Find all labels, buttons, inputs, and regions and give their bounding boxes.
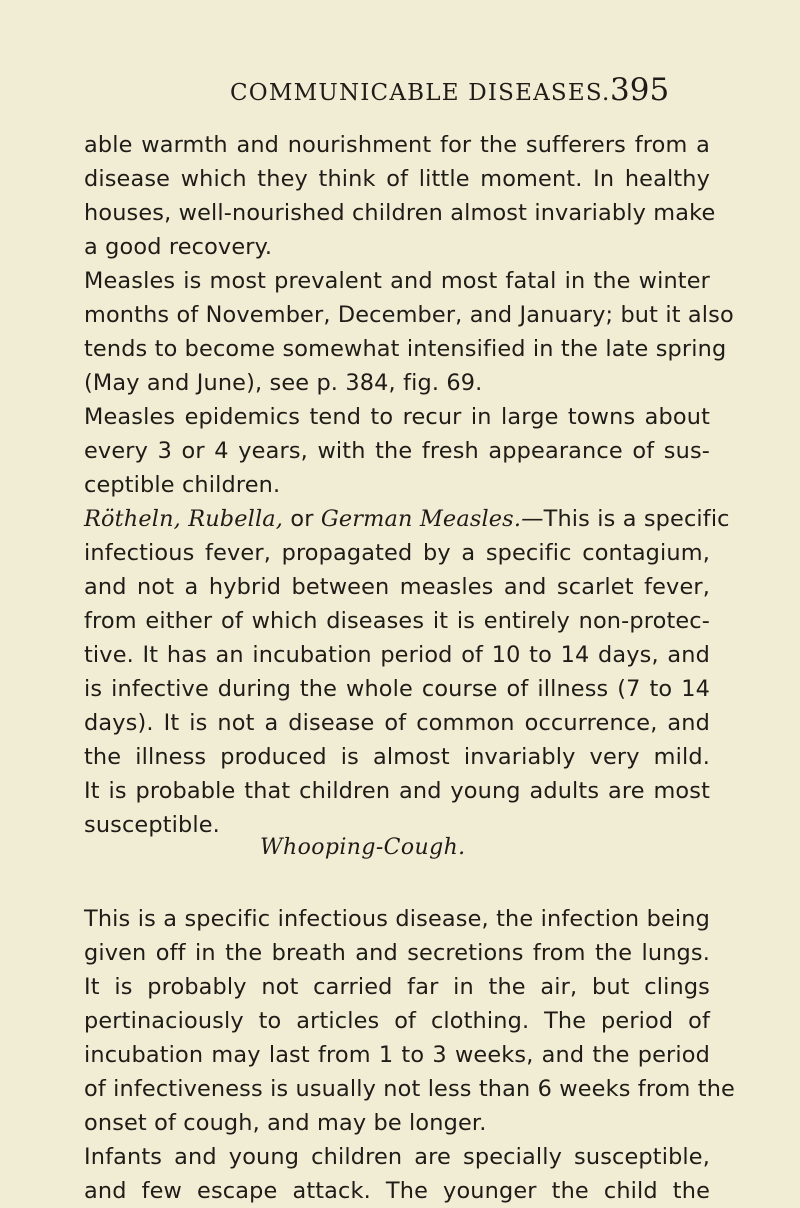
text-line: infectious fever, propagated by a specific contagium, bbox=[84, 540, 710, 566]
text-line: able warmth and nourishment for the sufferers from a bbox=[84, 132, 710, 158]
term-rotheln: Rötheln, bbox=[84, 506, 181, 532]
text-line: of infectiveness is usually not less than 6 weeks from the bbox=[84, 1076, 735, 1102]
first-line-rest: —This is a specific bbox=[521, 506, 730, 532]
text-line: susceptible. bbox=[84, 812, 220, 838]
text-line: ceptible children. bbox=[84, 472, 281, 498]
text-line: tends to become somewhat intensified in the late spring bbox=[84, 336, 727, 362]
chapter-title: COMMUNICABLE DISEASES. bbox=[230, 80, 611, 106]
text-line: Measles epidemics tend to recur in large towns about bbox=[84, 404, 710, 430]
text-line: This is a specific infectious disease, the infection being bbox=[84, 906, 710, 932]
text-line: days). It is not a disease of common occurrence, and bbox=[84, 710, 710, 736]
text-line: houses, well-nourished children almost invariably make bbox=[84, 200, 716, 226]
text-line: a good recovery. bbox=[84, 234, 273, 260]
page-number: 395 bbox=[610, 72, 670, 108]
connector-or: or bbox=[290, 506, 314, 532]
text-line: It is probably not carried far in the air, but clings bbox=[84, 974, 710, 1000]
text-line: is infective during the whole course of illness (7 to 14 bbox=[84, 676, 710, 702]
text-line: disease which they think of little moment. In healthy bbox=[84, 166, 710, 192]
text-line: months of November, December, and January; but it also bbox=[84, 302, 734, 328]
text-line: from either of which diseases it is entirely non-protec- bbox=[84, 608, 710, 634]
term-german-measles: German Measles. bbox=[320, 506, 522, 532]
section-heading-whooping-cough: Whooping-Cough. bbox=[260, 835, 466, 860]
text-line: Measles is most prevalent and most fatal in the winter bbox=[84, 268, 710, 294]
running-head bbox=[0, 72, 800, 118]
text-line: It is probable that children and young adults are most bbox=[84, 778, 710, 804]
term-rubella: Rubella, bbox=[188, 506, 284, 532]
text-line: Infants and young children are specially susceptible, bbox=[84, 1144, 710, 1170]
text-line: the illness produced is almost invariably very mild. bbox=[84, 744, 710, 770]
text-line: incubation may last from 1 to 3 weeks, and the period bbox=[84, 1042, 710, 1068]
text-line: onset of cough, and may be longer. bbox=[84, 1110, 487, 1136]
text-line: every 3 or 4 years, with the fresh appearance of sus- bbox=[84, 438, 710, 464]
text-line: (May and June), see p. 384, fig. 69. bbox=[84, 370, 483, 396]
text-line: tive. It has an incubation period of 10 to 14 days, and bbox=[84, 642, 710, 668]
text-line: and few escape attack. The younger the child the bbox=[84, 1178, 710, 1204]
text-line: pertinaciously to articles of clothing. The period of bbox=[84, 1008, 710, 1034]
text-line-rubella-heading bbox=[84, 502, 730, 536]
text-line: given off in the breath and secretions from the lungs. bbox=[84, 940, 710, 966]
text-line: and not a hybrid between measles and scarlet fever, bbox=[84, 574, 710, 600]
